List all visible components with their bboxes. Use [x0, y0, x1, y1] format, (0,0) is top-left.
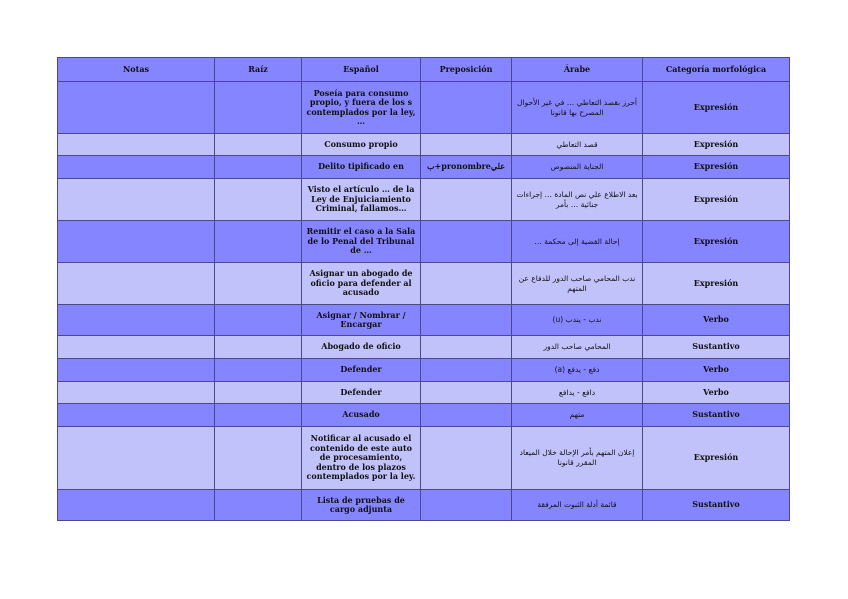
cell-arabe: دافع - يدافع [512, 382, 643, 404]
cell-notas [58, 336, 215, 359]
cell-arabe: قائمة أدلة الثبوت المرفقة [512, 490, 643, 521]
cell-preposicion [421, 134, 512, 156]
cell-categoria: Expresión [643, 179, 790, 221]
cell-raiz [215, 404, 302, 427]
cell-notas [58, 156, 215, 179]
header-preposicion: Preposición [421, 58, 512, 82]
cell-arabe: إعلان المتهم بأمر الإحالة خلال الميعاد المقرر قانونا [512, 427, 643, 490]
cell-categoria: Verbo [643, 305, 790, 336]
table-row [58, 490, 790, 521]
cell-raiz [215, 156, 302, 179]
cell-preposicion [421, 382, 512, 404]
table-row [58, 382, 790, 404]
cell-categoria: Sustantivo [643, 404, 790, 427]
cell-preposicion [421, 179, 512, 221]
cell-espanol: Remitir el caso a la Sala de lo Penal del Tribunal de … [302, 221, 421, 263]
table-row [58, 179, 790, 221]
cell-preposicion [421, 305, 512, 336]
cell-espanol: Asignar / Nombrar / Encargar [302, 305, 421, 336]
cell-categoria: Expresión [643, 156, 790, 179]
cell-preposicion [421, 490, 512, 521]
cell-raiz [215, 336, 302, 359]
cell-arabe: قصد التعاطي [512, 134, 643, 156]
cell-notas [58, 427, 215, 490]
header-row [58, 58, 790, 82]
cell-arabe: ندب - يندب (u) [512, 305, 643, 336]
table-row [58, 156, 790, 179]
cell-categoria: Expresión [643, 263, 790, 305]
cell-categoria: Sustantivo [643, 490, 790, 521]
cell-espanol: Visto el artículo … de la Ley de Enjuiciamiento Criminal, fallamos… [302, 179, 421, 221]
table-row [58, 336, 790, 359]
cell-raiz [215, 427, 302, 490]
cell-categoria: Verbo [643, 359, 790, 382]
cell-categoria: Expresión [643, 427, 790, 490]
cell-arabe: دفع - يدفع (a) [512, 359, 643, 382]
cell-espanol: Acusado [302, 404, 421, 427]
cell-notas [58, 359, 215, 382]
header-categoria: Categoría morfológica [643, 58, 790, 82]
header-raiz: Raíz [215, 58, 302, 82]
cell-arabe: إحالة القضية إلى محكمة … [512, 221, 643, 263]
cell-raiz [215, 179, 302, 221]
cell-raiz [215, 305, 302, 336]
cell-notas [58, 179, 215, 221]
cell-arabe: الجناية المنصوص [512, 156, 643, 179]
cell-arabe: متهم [512, 404, 643, 427]
cell-notas [58, 221, 215, 263]
header-arabe: Árabe [512, 58, 643, 82]
cell-categoria: Expresión [643, 82, 790, 134]
cell-categoria: Expresión [643, 221, 790, 263]
cell-preposicion [421, 336, 512, 359]
cell-notas [58, 404, 215, 427]
header-espanol: Español [302, 58, 421, 82]
cell-categoria: Verbo [643, 382, 790, 404]
table-row [58, 263, 790, 305]
cell-raiz [215, 134, 302, 156]
table-row [58, 359, 790, 382]
cell-raiz [215, 490, 302, 521]
cell-notas [58, 134, 215, 156]
cell-preposicion [421, 359, 512, 382]
cell-categoria: Expresión [643, 134, 790, 156]
cell-espanol: Delito tipificado en [302, 156, 421, 179]
table-row [58, 404, 790, 427]
cell-preposicion [421, 404, 512, 427]
cell-notas [58, 263, 215, 305]
table-row [58, 221, 790, 263]
cell-espanol: Notificar al acusado el contenido de este auto de procesamiento, dentro de los plazos contemplados por la ley. [302, 427, 421, 490]
cell-preposicion [421, 427, 512, 490]
cell-espanol: Consumo propio [302, 134, 421, 156]
table-row [58, 305, 790, 336]
cell-notas [58, 382, 215, 404]
cell-arabe: ندب المحامي صاحب الدور للدفاع عن المتهم [512, 263, 643, 305]
cell-notas [58, 490, 215, 521]
cell-preposicion: ب+pronombreعلي [421, 156, 512, 179]
cell-espanol: Asignar un abogado de oficio para defender al acusado [302, 263, 421, 305]
cell-preposicion [421, 221, 512, 263]
cell-arabe: بعد الاطلاع علي نص المادة … إجراءات جنائية … بأمر [512, 179, 643, 221]
cell-raiz [215, 82, 302, 134]
cell-arabe: أحرز بقصد التعاطي … في غير الأحوال المصرح بها قانونا [512, 82, 643, 134]
cell-espanol: Defender [302, 359, 421, 382]
cell-raiz [215, 221, 302, 263]
cell-raiz [215, 359, 302, 382]
cell-notas [58, 305, 215, 336]
cell-preposicion [421, 82, 512, 134]
cell-espanol: Lista de pruebas de cargo adjunta [302, 490, 421, 521]
table-row [58, 427, 790, 490]
header-notas: Notas [58, 58, 215, 82]
cell-notas [58, 82, 215, 134]
table-row [58, 82, 790, 134]
cell-raiz [215, 382, 302, 404]
table-row [58, 134, 790, 156]
cell-raiz [215, 263, 302, 305]
cell-preposicion [421, 263, 512, 305]
cell-arabe: المحامي صاحب الدور [512, 336, 643, 359]
cell-espanol: Poseía para consumo propio, y fuera de los s contemplados por la ley, … [302, 82, 421, 134]
cell-espanol: Defender [302, 382, 421, 404]
cell-categoria: Sustantivo [643, 336, 790, 359]
cell-espanol: Abogado de oficio [302, 336, 421, 359]
glossary-table [57, 57, 790, 521]
